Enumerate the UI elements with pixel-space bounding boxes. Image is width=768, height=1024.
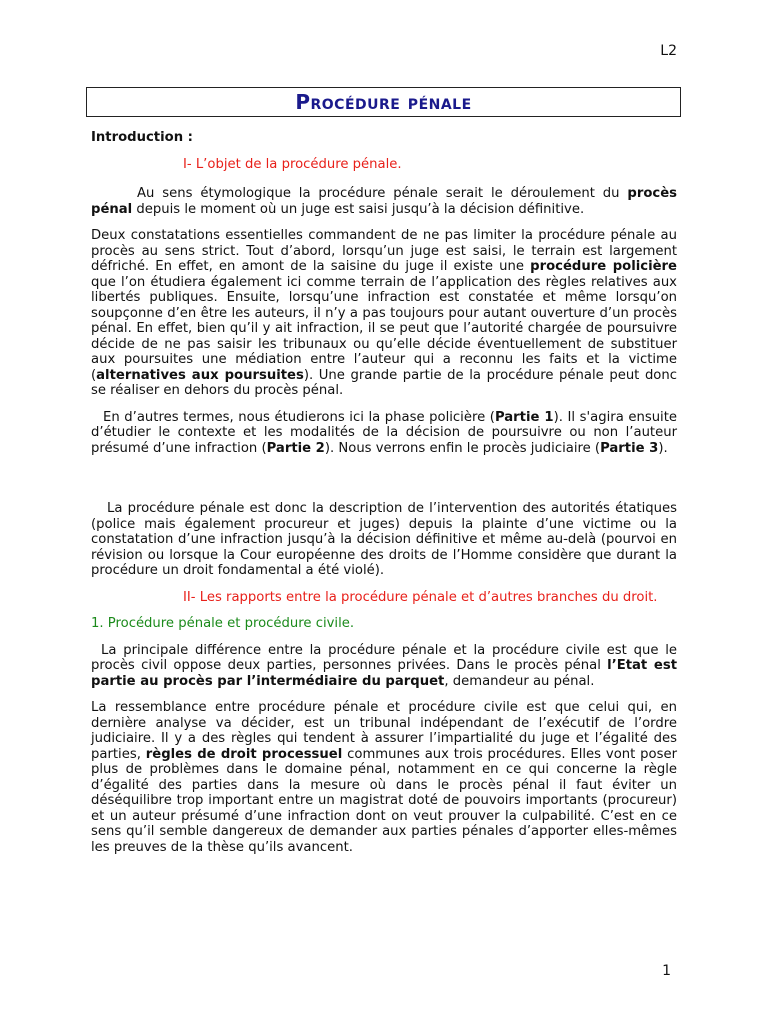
document-title: Procédure pénale [295, 90, 472, 114]
bold-term: Partie 1 [494, 409, 554, 425]
bold-term: alternatives aux poursuites [96, 367, 304, 383]
section-2-heading: II- Les rapports entre la procédure pénale et d’autres branches du droit. [183, 589, 658, 605]
paragraph-constatations: Deux constatations essentielles commandent de ne pas limiter la procédure pénale au procès au sens strict. Tout d’abord, lorsqu’un juge est saisi, le terrain est largement défriché. En effet, en amont de la saisine du juge il existe une procédure policière que l’on étudiera également ici comme terrain de l’application des règles relatives aux libertés publiques. Ensuite, lorsqu’une infraction est constatée et même lorsqu’on soupçonne d’en être les auteurs, il n’y a pas toujours pour autant ouverture d’un procès pénal. En effet, bien qu’il y ait infraction, il se peut que l’autorité chargée de poursuivre décide de ne pas saisir les tribunaux ou qu’elle décide éventuellement de substituer aux poursuites une médiation entre l’auteur qui a reconnu les faits et la victime (alternatives aux poursuites). Une grande partie de la procédure pénale peut donc se réaliser en dehors du procès pénal. [91, 228, 677, 398]
section-1-heading: I- L’objet de la procédure pénale. [183, 156, 402, 172]
subsection-1-heading: 1. Procédure pénale et procédure civile. [91, 616, 355, 631]
page-number: 1 [662, 963, 671, 979]
document-body [91, 130, 677, 855]
paragraph-parties: En d’autres termes, nous étudierons ici la phase policière (Partie 1). Il s'agira ensuite d’étudier le contexte et les modalités de la décision de poursuivre ou non l’auteur présumé d’une infraction (Partie 2). Nous verrons enfin le procès judiciaire (Partie 3). [91, 409, 678, 456]
bold-term: l’Etat est partie au procès par l’intermédiaire du parquet [91, 658, 678, 689]
paragraph-ressemblance: La ressemblance entre procédure pénale et procédure civile est que celui qui, en dernière analyse va décider, est un tribunal indépendant de l’exécutif de l’ordre judiciaire. Il y a des règles qui tendent à assurer l’impartialité du juge et l’égalité des parties, règles de droit processuel communes aux trois procédures. Elles vont poser plus de problèmes dans le domaine pénal, notamment en ce qui concerne la règle d’égalité des parties dans la mesure où dans le procès pénal il faut éviter un déséquilibre trop important entre un magistrat doté de pouvoirs importants (procureur) et un auteur présumé d’une infraction dont on veut prouver la culpabilité. C’est en ce sens qu’il semble dangereux de demander aux parties pénales d’apporter elles-mêmes les preuves de la thèse qu’ils avancent. [91, 700, 677, 855]
intro-heading: Introduction : [91, 130, 193, 145]
level-label: L2 [660, 43, 677, 59]
bold-term: règles de droit processuel [145, 746, 343, 762]
paragraph-difference: La principale différence entre la procédure pénale et la procédure civile est que le procès civil oppose deux parties, personnes privées. Dans le procès pénal l’Etat est partie au procès par l’intermédiaire du parquet, demandeur au pénal. [91, 642, 678, 689]
bold-term: Partie 3 [600, 440, 659, 456]
paragraph-description: La procédure pénale est donc la description de l’intervention des autorités étatiques (police mais également procureur et juges) depuis la plainte d’une victime ou la constatation d’une infraction jusqu’à la décision définitive et même au-delà (pourvoi en révision ou lorsque la Cour européenne des droits de l’Homme considère que durant la procédure un droit fondamental a été violé). [91, 501, 677, 578]
bold-term: Partie 2 [266, 440, 325, 456]
title-box [86, 87, 681, 117]
bold-term: procédure policière [530, 259, 677, 274]
paragraph-etymology: Au sens étymologique la procédure pénale serait le déroulement du procès pénal depuis le moment où un juge est saisi jusqu’à la décision définitive. [91, 186, 677, 217]
bold-term: procès pénal [91, 186, 677, 217]
